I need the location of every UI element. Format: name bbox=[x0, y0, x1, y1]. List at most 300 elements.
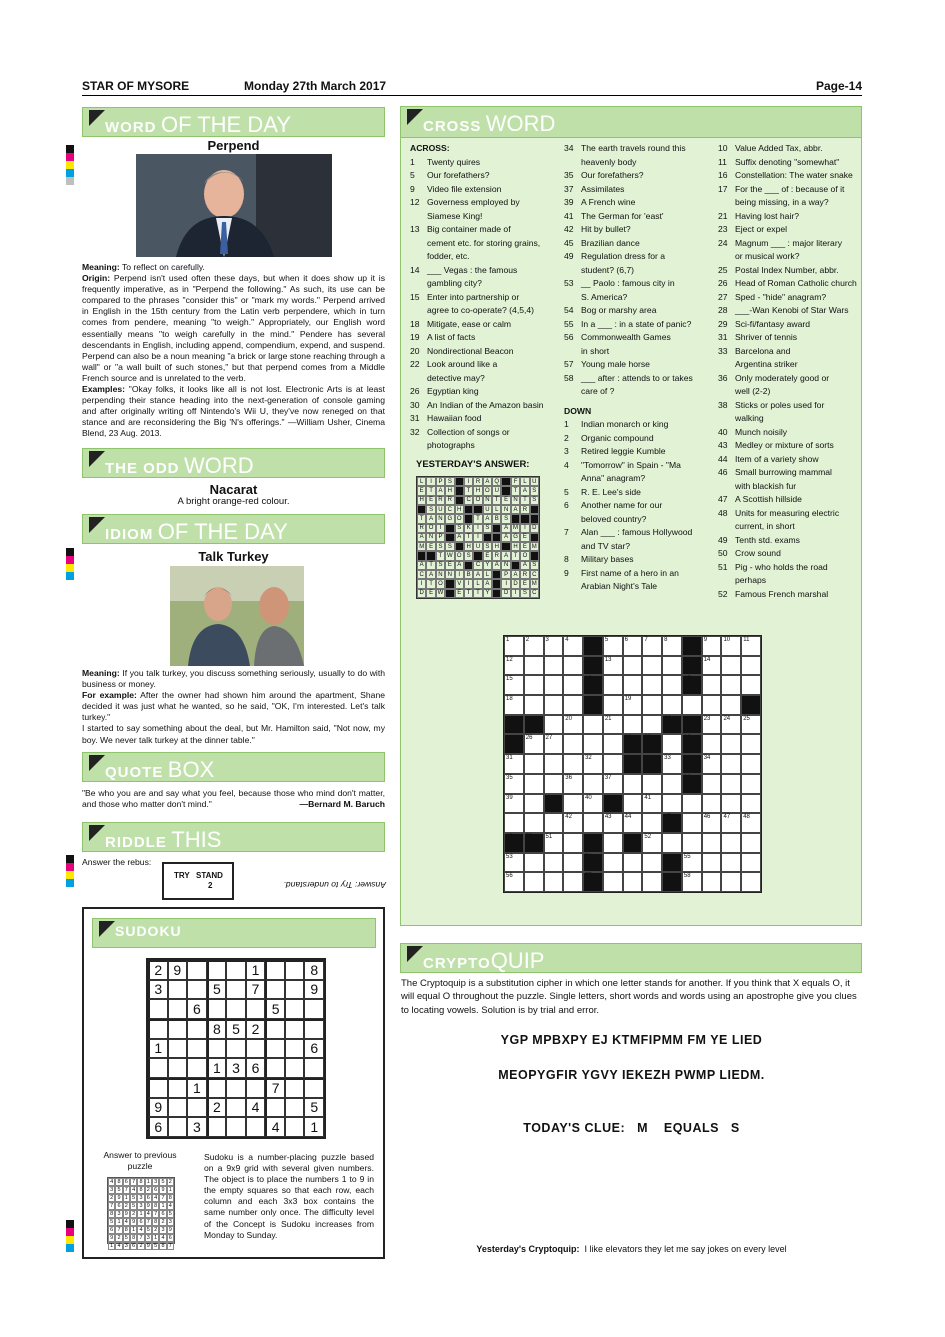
sudoku-cell[interactable]: 7 bbox=[265, 1078, 285, 1098]
crossword-cell[interactable] bbox=[721, 695, 741, 715]
sudoku-answer-cell: 7 bbox=[130, 1178, 137, 1186]
sudoku-cell[interactable] bbox=[187, 1039, 207, 1059]
crossword-cell[interactable] bbox=[603, 675, 623, 695]
crossword-cell[interactable] bbox=[544, 813, 564, 833]
sudoku-cell[interactable] bbox=[226, 960, 246, 980]
crossword-cell[interactable] bbox=[721, 636, 741, 656]
crossword-cell[interactable] bbox=[524, 794, 544, 814]
crossword-cell[interactable] bbox=[504, 794, 524, 814]
sudoku-cell[interactable] bbox=[285, 1098, 305, 1118]
sudoku-cell[interactable] bbox=[187, 960, 207, 980]
sudoku-cell[interactable]: 9 bbox=[304, 980, 324, 1000]
across-clues-col1 bbox=[410, 142, 560, 453]
crossword-cell[interactable] bbox=[682, 833, 702, 853]
clue-text: or musical work? bbox=[735, 251, 800, 261]
crossword-cell[interactable] bbox=[741, 675, 761, 695]
sudoku-cell[interactable] bbox=[265, 960, 285, 980]
sudoku-answer-cell: 6 bbox=[115, 1202, 122, 1210]
sudoku-cell[interactable] bbox=[226, 1039, 246, 1059]
sudoku-cell[interactable] bbox=[265, 1058, 285, 1078]
crossword-cell-number: 14 bbox=[703, 656, 711, 663]
sudoku-cell[interactable]: 6 bbox=[246, 1058, 266, 1078]
crossword-cell[interactable] bbox=[642, 636, 662, 656]
yesterday-cell: C bbox=[473, 561, 482, 570]
sudoku-cell[interactable]: 6 bbox=[148, 1117, 168, 1137]
sudoku-cell[interactable] bbox=[304, 1019, 324, 1039]
yesterday-cell: T bbox=[492, 496, 501, 505]
crossword-clue bbox=[718, 291, 860, 305]
crossword-cell[interactable] bbox=[662, 754, 682, 774]
sudoku-cell[interactable]: 1 bbox=[148, 1039, 168, 1059]
crossword-cell[interactable] bbox=[524, 813, 544, 833]
crossword-cell[interactable] bbox=[741, 794, 761, 814]
sudoku-cell[interactable]: 6 bbox=[187, 999, 207, 1019]
crossword-black-cell bbox=[603, 794, 623, 814]
sudoku-cell[interactable] bbox=[168, 1078, 188, 1098]
crossword-cell[interactable] bbox=[524, 872, 544, 892]
yesterday-cell: I bbox=[464, 477, 473, 486]
sudoku-cell[interactable]: 7 bbox=[246, 980, 266, 1000]
crossword-cell[interactable] bbox=[741, 872, 761, 892]
sudoku-cell[interactable]: 3 bbox=[148, 980, 168, 1000]
sudoku-cell[interactable] bbox=[168, 1019, 188, 1039]
sudoku-cell[interactable]: 6 bbox=[304, 1039, 324, 1059]
crossword-cell[interactable] bbox=[721, 675, 741, 695]
crossword-cell[interactable] bbox=[721, 754, 741, 774]
crossword-clue bbox=[718, 169, 860, 183]
sudoku-cell[interactable] bbox=[226, 1078, 246, 1098]
sudoku-cell[interactable] bbox=[207, 1078, 227, 1098]
crossword-cell[interactable] bbox=[603, 734, 623, 754]
crossword-cell[interactable] bbox=[623, 794, 643, 814]
crossword-cell[interactable] bbox=[642, 813, 662, 833]
crossword-cell[interactable] bbox=[524, 695, 544, 715]
sudoku-cell[interactable] bbox=[246, 999, 266, 1019]
crossword-cell[interactable] bbox=[583, 813, 603, 833]
crossword-cell[interactable] bbox=[662, 695, 682, 715]
crossword-clue bbox=[410, 210, 560, 224]
crossword-clue bbox=[718, 318, 860, 332]
sudoku-cell[interactable] bbox=[148, 1019, 168, 1039]
crossword-cell[interactable] bbox=[662, 734, 682, 754]
clue-text: Postal Index Number, abbr. bbox=[735, 264, 839, 275]
sudoku-answer-cell: 8 bbox=[152, 1202, 159, 1210]
sudoku-cell[interactable] bbox=[168, 999, 188, 1019]
crossword-cell[interactable] bbox=[642, 833, 662, 853]
crossword-cell[interactable] bbox=[544, 715, 564, 735]
crossword-cell[interactable] bbox=[544, 833, 564, 853]
sudoku-cell[interactable] bbox=[187, 1058, 207, 1078]
crossword-cell[interactable] bbox=[642, 675, 662, 695]
clue-text: R. E. Lee's side bbox=[581, 486, 641, 497]
crossword-cell[interactable] bbox=[603, 695, 623, 715]
crossword-cell[interactable] bbox=[702, 774, 722, 794]
sudoku-answer-cell: 5 bbox=[130, 1202, 137, 1210]
crossword-black-cell bbox=[583, 695, 603, 715]
crossword-cell[interactable] bbox=[702, 833, 722, 853]
crossword-cell[interactable] bbox=[583, 774, 603, 794]
sudoku-cell[interactable]: 1 bbox=[207, 1058, 227, 1078]
sudoku-cell[interactable]: 1 bbox=[187, 1078, 207, 1098]
crossword-cell[interactable] bbox=[741, 715, 761, 735]
crossword-cell[interactable] bbox=[583, 794, 603, 814]
crossword-cell[interactable] bbox=[702, 872, 722, 892]
yesterday-cell: L bbox=[473, 579, 482, 588]
crossword-clue bbox=[564, 264, 714, 278]
crossword-cell[interactable] bbox=[623, 853, 643, 873]
crossword-cell[interactable] bbox=[603, 853, 623, 873]
crossword-cell[interactable] bbox=[504, 636, 524, 656]
crossword-cell[interactable] bbox=[702, 656, 722, 676]
crossword-cell[interactable] bbox=[642, 656, 662, 676]
crossword-clue bbox=[564, 169, 714, 183]
sudoku-cell[interactable] bbox=[226, 999, 246, 1019]
clue-text: walking bbox=[735, 413, 764, 423]
sudoku-cell[interactable] bbox=[265, 980, 285, 1000]
sudoku-answer-cell: 1 bbox=[167, 1186, 174, 1194]
sudoku-cell[interactable] bbox=[246, 1078, 266, 1098]
crossword-cell[interactable] bbox=[544, 734, 564, 754]
crossword-cell[interactable] bbox=[702, 813, 722, 833]
crossword-cell[interactable] bbox=[662, 833, 682, 853]
crossword-cell[interactable] bbox=[563, 636, 583, 656]
crossword-cell[interactable] bbox=[544, 656, 564, 676]
crossword-cell[interactable] bbox=[563, 734, 583, 754]
sudoku-grid[interactable] bbox=[146, 958, 326, 1139]
crossword-cell[interactable] bbox=[642, 794, 662, 814]
crossword-cell[interactable] bbox=[504, 774, 524, 794]
sudoku-answer-cell: 5 bbox=[167, 1210, 174, 1218]
crossword-cell[interactable] bbox=[563, 813, 583, 833]
sudoku-cell[interactable] bbox=[246, 1117, 266, 1137]
sudoku-answer-cell: 2 bbox=[115, 1234, 122, 1242]
sudoku-cell[interactable] bbox=[226, 980, 246, 1000]
sudoku-cell[interactable] bbox=[207, 999, 227, 1019]
crossword-cell[interactable] bbox=[504, 872, 524, 892]
crossword-cell[interactable] bbox=[563, 794, 583, 814]
sudoku-cell[interactable]: 9 bbox=[168, 960, 188, 980]
sudoku-cell[interactable] bbox=[187, 1098, 207, 1118]
crossword-cell[interactable] bbox=[563, 715, 583, 735]
sudoku-answer-cell: 6 bbox=[137, 1218, 144, 1226]
crossword-cell-number: 32 bbox=[585, 755, 592, 762]
crossword-cell[interactable] bbox=[623, 675, 643, 695]
sudoku-cell[interactable] bbox=[226, 1098, 246, 1118]
crossword-cell[interactable] bbox=[563, 754, 583, 774]
crossword-cell[interactable] bbox=[623, 774, 643, 794]
clue-text: Barcelona and bbox=[735, 345, 791, 356]
crossword-cell[interactable] bbox=[721, 853, 741, 873]
crossword-cell[interactable] bbox=[702, 675, 722, 695]
crossword-cell[interactable] bbox=[524, 734, 544, 754]
crossword-cell[interactable] bbox=[524, 754, 544, 774]
crossword-cell[interactable] bbox=[603, 833, 623, 853]
crossword-black-cell bbox=[623, 833, 643, 853]
crossword-cell[interactable] bbox=[504, 656, 524, 676]
yesterday-cell bbox=[501, 477, 510, 486]
crossword-cell[interactable] bbox=[544, 636, 564, 656]
sudoku-cell[interactable]: 3 bbox=[226, 1058, 246, 1078]
crossword-cell[interactable] bbox=[721, 813, 741, 833]
sudoku-cell[interactable] bbox=[148, 1058, 168, 1078]
crossword-cell-number: 16 bbox=[585, 676, 592, 683]
crossword-cell[interactable] bbox=[662, 656, 682, 676]
crossword-cell-number: 4 bbox=[565, 637, 569, 643]
crossword-clue bbox=[718, 412, 860, 426]
yesterday-cell: B bbox=[492, 514, 501, 523]
sudoku-cell[interactable] bbox=[226, 1117, 246, 1137]
crossword-black-cell bbox=[623, 754, 643, 774]
crossword-cell[interactable] bbox=[603, 754, 623, 774]
sudoku-cell[interactable] bbox=[285, 1078, 305, 1098]
yesterday-cell bbox=[417, 505, 426, 514]
crossword-cell[interactable] bbox=[682, 813, 702, 833]
sudoku-cell[interactable] bbox=[207, 960, 227, 980]
crossword-cell[interactable] bbox=[623, 813, 643, 833]
crossword-cell[interactable] bbox=[544, 853, 564, 873]
crossword-cell-number: 48 bbox=[743, 814, 750, 821]
sudoku-cell[interactable] bbox=[187, 980, 207, 1000]
crossword-cell[interactable] bbox=[741, 734, 761, 754]
sudoku-answer-cell: 5 bbox=[115, 1186, 122, 1194]
crossword-cell[interactable] bbox=[544, 774, 564, 794]
sudoku-cell[interactable]: 5 bbox=[304, 1098, 324, 1118]
crossword-cell-number: 11 bbox=[743, 637, 750, 643]
crossword-cell[interactable] bbox=[662, 675, 682, 695]
crossword-black-cell bbox=[682, 636, 702, 656]
crossword-cell[interactable] bbox=[504, 675, 524, 695]
yesterday-cell: M bbox=[530, 542, 539, 551]
clue-text: Only moderately good or bbox=[735, 372, 830, 383]
rebus-box: TRY STAND 2 bbox=[162, 862, 234, 900]
sudoku-cell[interactable] bbox=[304, 999, 324, 1019]
crossword-cell[interactable] bbox=[544, 872, 564, 892]
sudoku-cell[interactable] bbox=[168, 1058, 188, 1078]
clue-number: 15 bbox=[410, 291, 420, 302]
crossword-cell[interactable] bbox=[642, 715, 662, 735]
crossword-cell[interactable] bbox=[623, 636, 643, 656]
sudoku-cell[interactable] bbox=[207, 1039, 227, 1059]
crossword-cell[interactable] bbox=[563, 872, 583, 892]
crossword-cell[interactable] bbox=[702, 734, 722, 754]
crossword-cell[interactable] bbox=[741, 754, 761, 774]
crossword-cell[interactable] bbox=[603, 656, 623, 676]
crossword-cell-number: 17 bbox=[683, 676, 691, 683]
clue-text: Alan ___ : famous Hollywood bbox=[581, 527, 693, 537]
crossword-cell[interactable] bbox=[741, 813, 761, 833]
sudoku-cell[interactable] bbox=[148, 999, 168, 1019]
crossword-cell[interactable] bbox=[544, 675, 564, 695]
yesterday-cell: Y bbox=[483, 589, 492, 598]
sudoku-cell[interactable] bbox=[187, 1019, 207, 1039]
sudoku-cell[interactable]: 2 bbox=[246, 1019, 266, 1039]
sudoku-cell[interactable]: 8 bbox=[207, 1019, 227, 1039]
crossword-cell[interactable] bbox=[682, 872, 702, 892]
crossword-cell[interactable] bbox=[603, 715, 623, 735]
crossword-cell[interactable] bbox=[583, 754, 603, 774]
crossword-cell[interactable] bbox=[741, 656, 761, 676]
sudoku-cell[interactable] bbox=[265, 1019, 285, 1039]
crossword-cell[interactable] bbox=[563, 833, 583, 853]
sudoku-cell[interactable] bbox=[168, 980, 188, 1000]
clue-text: with blackish fur bbox=[735, 480, 797, 491]
crossword-cell[interactable] bbox=[504, 695, 524, 715]
crossword-cell[interactable] bbox=[504, 853, 524, 873]
crossword-cell[interactable] bbox=[563, 695, 583, 715]
cryptoquip-yesterday: Yesterday's Cryptoquip: I like elevators they let me say jokes on every level bbox=[476, 1244, 787, 1254]
sudoku-cell[interactable] bbox=[285, 980, 305, 1000]
crossword-cell[interactable] bbox=[524, 853, 544, 873]
crossword-cell[interactable] bbox=[642, 853, 662, 873]
sudoku-cell[interactable] bbox=[285, 1117, 305, 1137]
sudoku-cell[interactable] bbox=[207, 1117, 227, 1137]
crossword-cell[interactable] bbox=[721, 833, 741, 853]
yesterday-cell bbox=[501, 542, 510, 551]
crossword-cell[interactable] bbox=[702, 715, 722, 735]
yesterday-cell: B bbox=[464, 570, 473, 579]
crossword-cell[interactable] bbox=[563, 656, 583, 676]
crossword-cell[interactable] bbox=[662, 794, 682, 814]
sudoku-cell[interactable]: 4 bbox=[246, 1098, 266, 1118]
crossword-clue bbox=[564, 345, 714, 359]
crossword-cell[interactable] bbox=[721, 656, 741, 676]
idiom-phrase: Talk Turkey bbox=[198, 549, 269, 564]
crossword-cell[interactable] bbox=[504, 813, 524, 833]
crossword-cell[interactable] bbox=[524, 774, 544, 794]
sudoku-cell[interactable]: 1 bbox=[304, 1117, 324, 1137]
crossword-cell[interactable] bbox=[702, 754, 722, 774]
sudoku-cell[interactable] bbox=[168, 1039, 188, 1059]
sudoku-cell[interactable] bbox=[285, 1058, 305, 1078]
crossword-cell[interactable] bbox=[662, 774, 682, 794]
crossword-cell[interactable] bbox=[623, 656, 643, 676]
sudoku-cell[interactable]: 3 bbox=[187, 1117, 207, 1137]
crossword-black-cell bbox=[583, 656, 603, 676]
crossword-cell[interactable] bbox=[741, 636, 761, 656]
crossword-cell[interactable] bbox=[702, 636, 722, 656]
sudoku-cell[interactable] bbox=[246, 1039, 266, 1059]
sudoku-cell[interactable]: 9 bbox=[148, 1098, 168, 1118]
sudoku-cell[interactable] bbox=[304, 1058, 324, 1078]
crossword-cell[interactable] bbox=[623, 695, 643, 715]
crossword-cell[interactable] bbox=[563, 675, 583, 695]
crossword-black-cell bbox=[583, 833, 603, 853]
crossword-cell[interactable] bbox=[583, 715, 603, 735]
crossword-cell[interactable] bbox=[721, 872, 741, 892]
crossword-cell-number: 51 bbox=[545, 833, 553, 840]
sudoku-cell[interactable] bbox=[148, 1078, 168, 1098]
crossword-clue bbox=[718, 493, 860, 507]
sudoku-cell[interactable] bbox=[285, 1039, 305, 1059]
crossword-cell[interactable] bbox=[544, 754, 564, 774]
crossword-cell[interactable] bbox=[603, 872, 623, 892]
crossword-cell[interactable] bbox=[721, 794, 741, 814]
sudoku-cell[interactable]: 5 bbox=[265, 999, 285, 1019]
crossword-grid[interactable] bbox=[503, 635, 762, 893]
sudoku-cell[interactable] bbox=[285, 999, 305, 1019]
crossword-cell[interactable] bbox=[741, 853, 761, 873]
yesterday-cell: S bbox=[445, 542, 454, 551]
crossword-cell[interactable] bbox=[603, 774, 623, 794]
crossword-cell[interactable] bbox=[682, 794, 702, 814]
crossword-cell[interactable] bbox=[544, 695, 564, 715]
sudoku-cell[interactable]: 4 bbox=[265, 1117, 285, 1137]
crossword-cell-number: 44 bbox=[624, 814, 632, 821]
crossword-cell[interactable] bbox=[524, 636, 544, 656]
crossword-cell[interactable] bbox=[721, 774, 741, 794]
clue-number: 25 bbox=[718, 264, 728, 275]
yesterday-cell: E bbox=[483, 551, 492, 560]
crossword-cell[interactable] bbox=[524, 675, 544, 695]
crossword-cell[interactable] bbox=[603, 636, 623, 656]
crossword-cell[interactable] bbox=[721, 734, 741, 754]
sudoku-cell[interactable]: 8 bbox=[304, 960, 324, 980]
crossword-cell[interactable] bbox=[702, 695, 722, 715]
sudoku-cell[interactable]: 5 bbox=[226, 1019, 246, 1039]
crossword-cell[interactable] bbox=[563, 853, 583, 873]
clue-text: Argentina striker bbox=[735, 359, 798, 369]
crossword-cell-number: 27 bbox=[545, 735, 553, 742]
clue-text: Having lost hair? bbox=[735, 210, 800, 221]
crossword-cell-number: 58 bbox=[683, 873, 691, 880]
crossword-clue bbox=[564, 183, 714, 197]
crossword-cell-number: 24 bbox=[723, 715, 731, 722]
yesterday-cell: E bbox=[426, 589, 435, 598]
crossword-cell[interactable] bbox=[623, 872, 643, 892]
crossword-clue bbox=[410, 223, 560, 237]
clue-text: A Scottish hillside bbox=[735, 494, 802, 504]
clue-text: Our forefathers? bbox=[581, 170, 644, 180]
sudoku-cell[interactable] bbox=[168, 1117, 188, 1137]
crossword-cell[interactable] bbox=[682, 695, 702, 715]
crossword-cell[interactable] bbox=[741, 833, 761, 853]
yesterday-cell: I bbox=[436, 524, 445, 533]
crossword-cell[interactable] bbox=[603, 813, 623, 833]
sudoku-cell[interactable]: 2 bbox=[148, 960, 168, 980]
yesterday-cell: E bbox=[520, 533, 529, 542]
riddle-prompt: Answer the rebus: bbox=[82, 857, 152, 867]
crossword-cell[interactable] bbox=[524, 656, 544, 676]
crossword-cell[interactable] bbox=[702, 853, 722, 873]
sudoku-cell[interactable]: 2 bbox=[207, 1098, 227, 1118]
clue-number: 1 bbox=[410, 156, 415, 167]
yesterday-cell: A bbox=[501, 551, 510, 560]
sudoku-cell[interactable] bbox=[168, 1098, 188, 1118]
crossword-cell[interactable] bbox=[702, 794, 722, 814]
crossword-cell[interactable] bbox=[504, 754, 524, 774]
crossword-cell[interactable] bbox=[682, 853, 702, 873]
crossword-cell[interactable] bbox=[583, 734, 603, 754]
crossword-cell[interactable] bbox=[741, 774, 761, 794]
sudoku-cell[interactable] bbox=[285, 960, 305, 980]
crossword-cell[interactable] bbox=[563, 774, 583, 794]
crossword-cell[interactable] bbox=[721, 715, 741, 735]
crossword-cell[interactable] bbox=[642, 695, 662, 715]
sudoku-cell[interactable]: 5 bbox=[207, 980, 227, 1000]
crossword-clue bbox=[718, 466, 860, 480]
sudoku-cell[interactable] bbox=[265, 1098, 285, 1118]
sudoku-cell[interactable] bbox=[304, 1078, 324, 1098]
sudoku-cell[interactable]: 1 bbox=[246, 960, 266, 980]
sudoku-cell[interactable] bbox=[265, 1039, 285, 1059]
crossword-cell[interactable] bbox=[642, 872, 662, 892]
yesterday-cell bbox=[426, 551, 435, 560]
crossword-cell[interactable] bbox=[623, 715, 643, 735]
sudoku-answer-cell: 4 bbox=[152, 1194, 159, 1202]
crossword-cell[interactable] bbox=[662, 636, 682, 656]
crossword-cell[interactable] bbox=[642, 774, 662, 794]
sudoku-cell[interactable] bbox=[285, 1019, 305, 1039]
